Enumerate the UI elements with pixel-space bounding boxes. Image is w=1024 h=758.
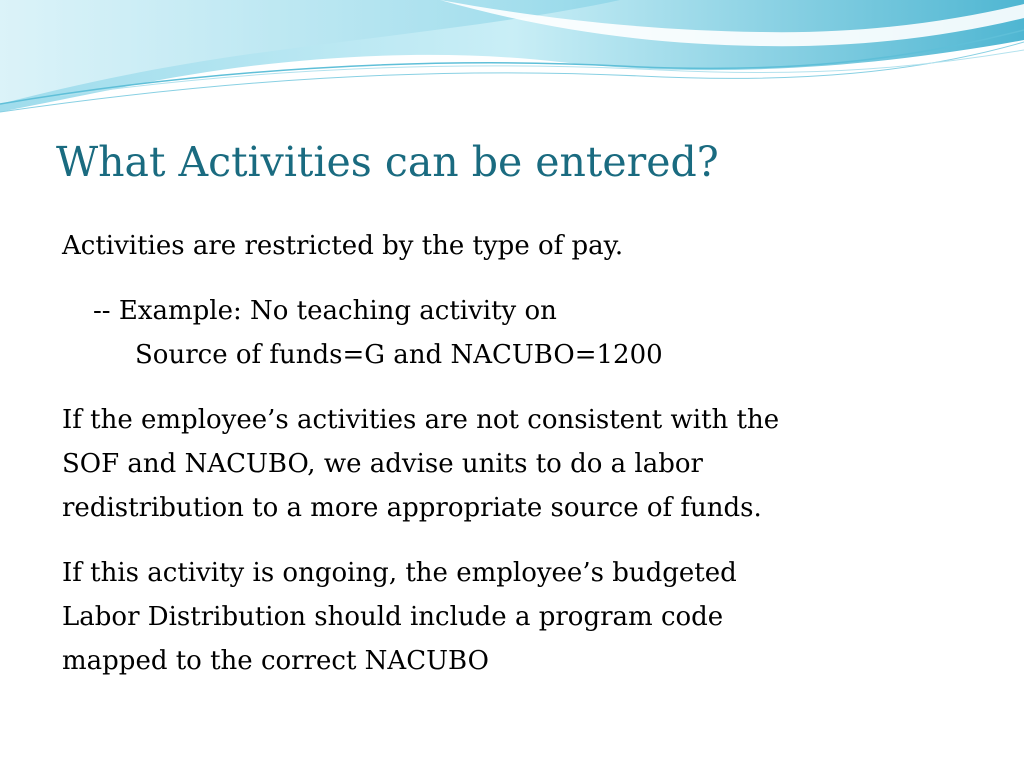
bullet-ongoing [62, 551, 1002, 683]
bullet-restriction [62, 224, 1002, 268]
bullet-consistency-line-1: If the employee’s activities are not consistent with the [62, 405, 780, 435]
example-line-2: Source of funds=G and NACUBO=1200 [135, 340, 663, 370]
bullet-restriction-text: Activities are restricted by the type of pay. [62, 231, 624, 261]
slide-body [62, 224, 1002, 704]
bullet-ongoing-line-2: Labor Distribution should include a program code [62, 602, 724, 632]
bullet-consistency [62, 398, 1002, 530]
decorative-wave-header [0, 0, 1024, 130]
example-line-1: -- Example: No teaching activity on [93, 296, 557, 326]
bullet-consistency-line-3: redistribution to a more appropriate source of funds. [62, 493, 762, 523]
page-title: What Activities can be entered? [56, 138, 719, 186]
bullet-ongoing-line-1: If this activity is ongoing, the employee’s budgeted [62, 558, 737, 588]
example-block [93, 289, 1002, 377]
bullet-consistency-line-2: SOF and NACUBO, we advise units to do a labor [62, 449, 703, 479]
bullet-ongoing-line-3: mapped to the correct NACUBO [62, 646, 489, 676]
